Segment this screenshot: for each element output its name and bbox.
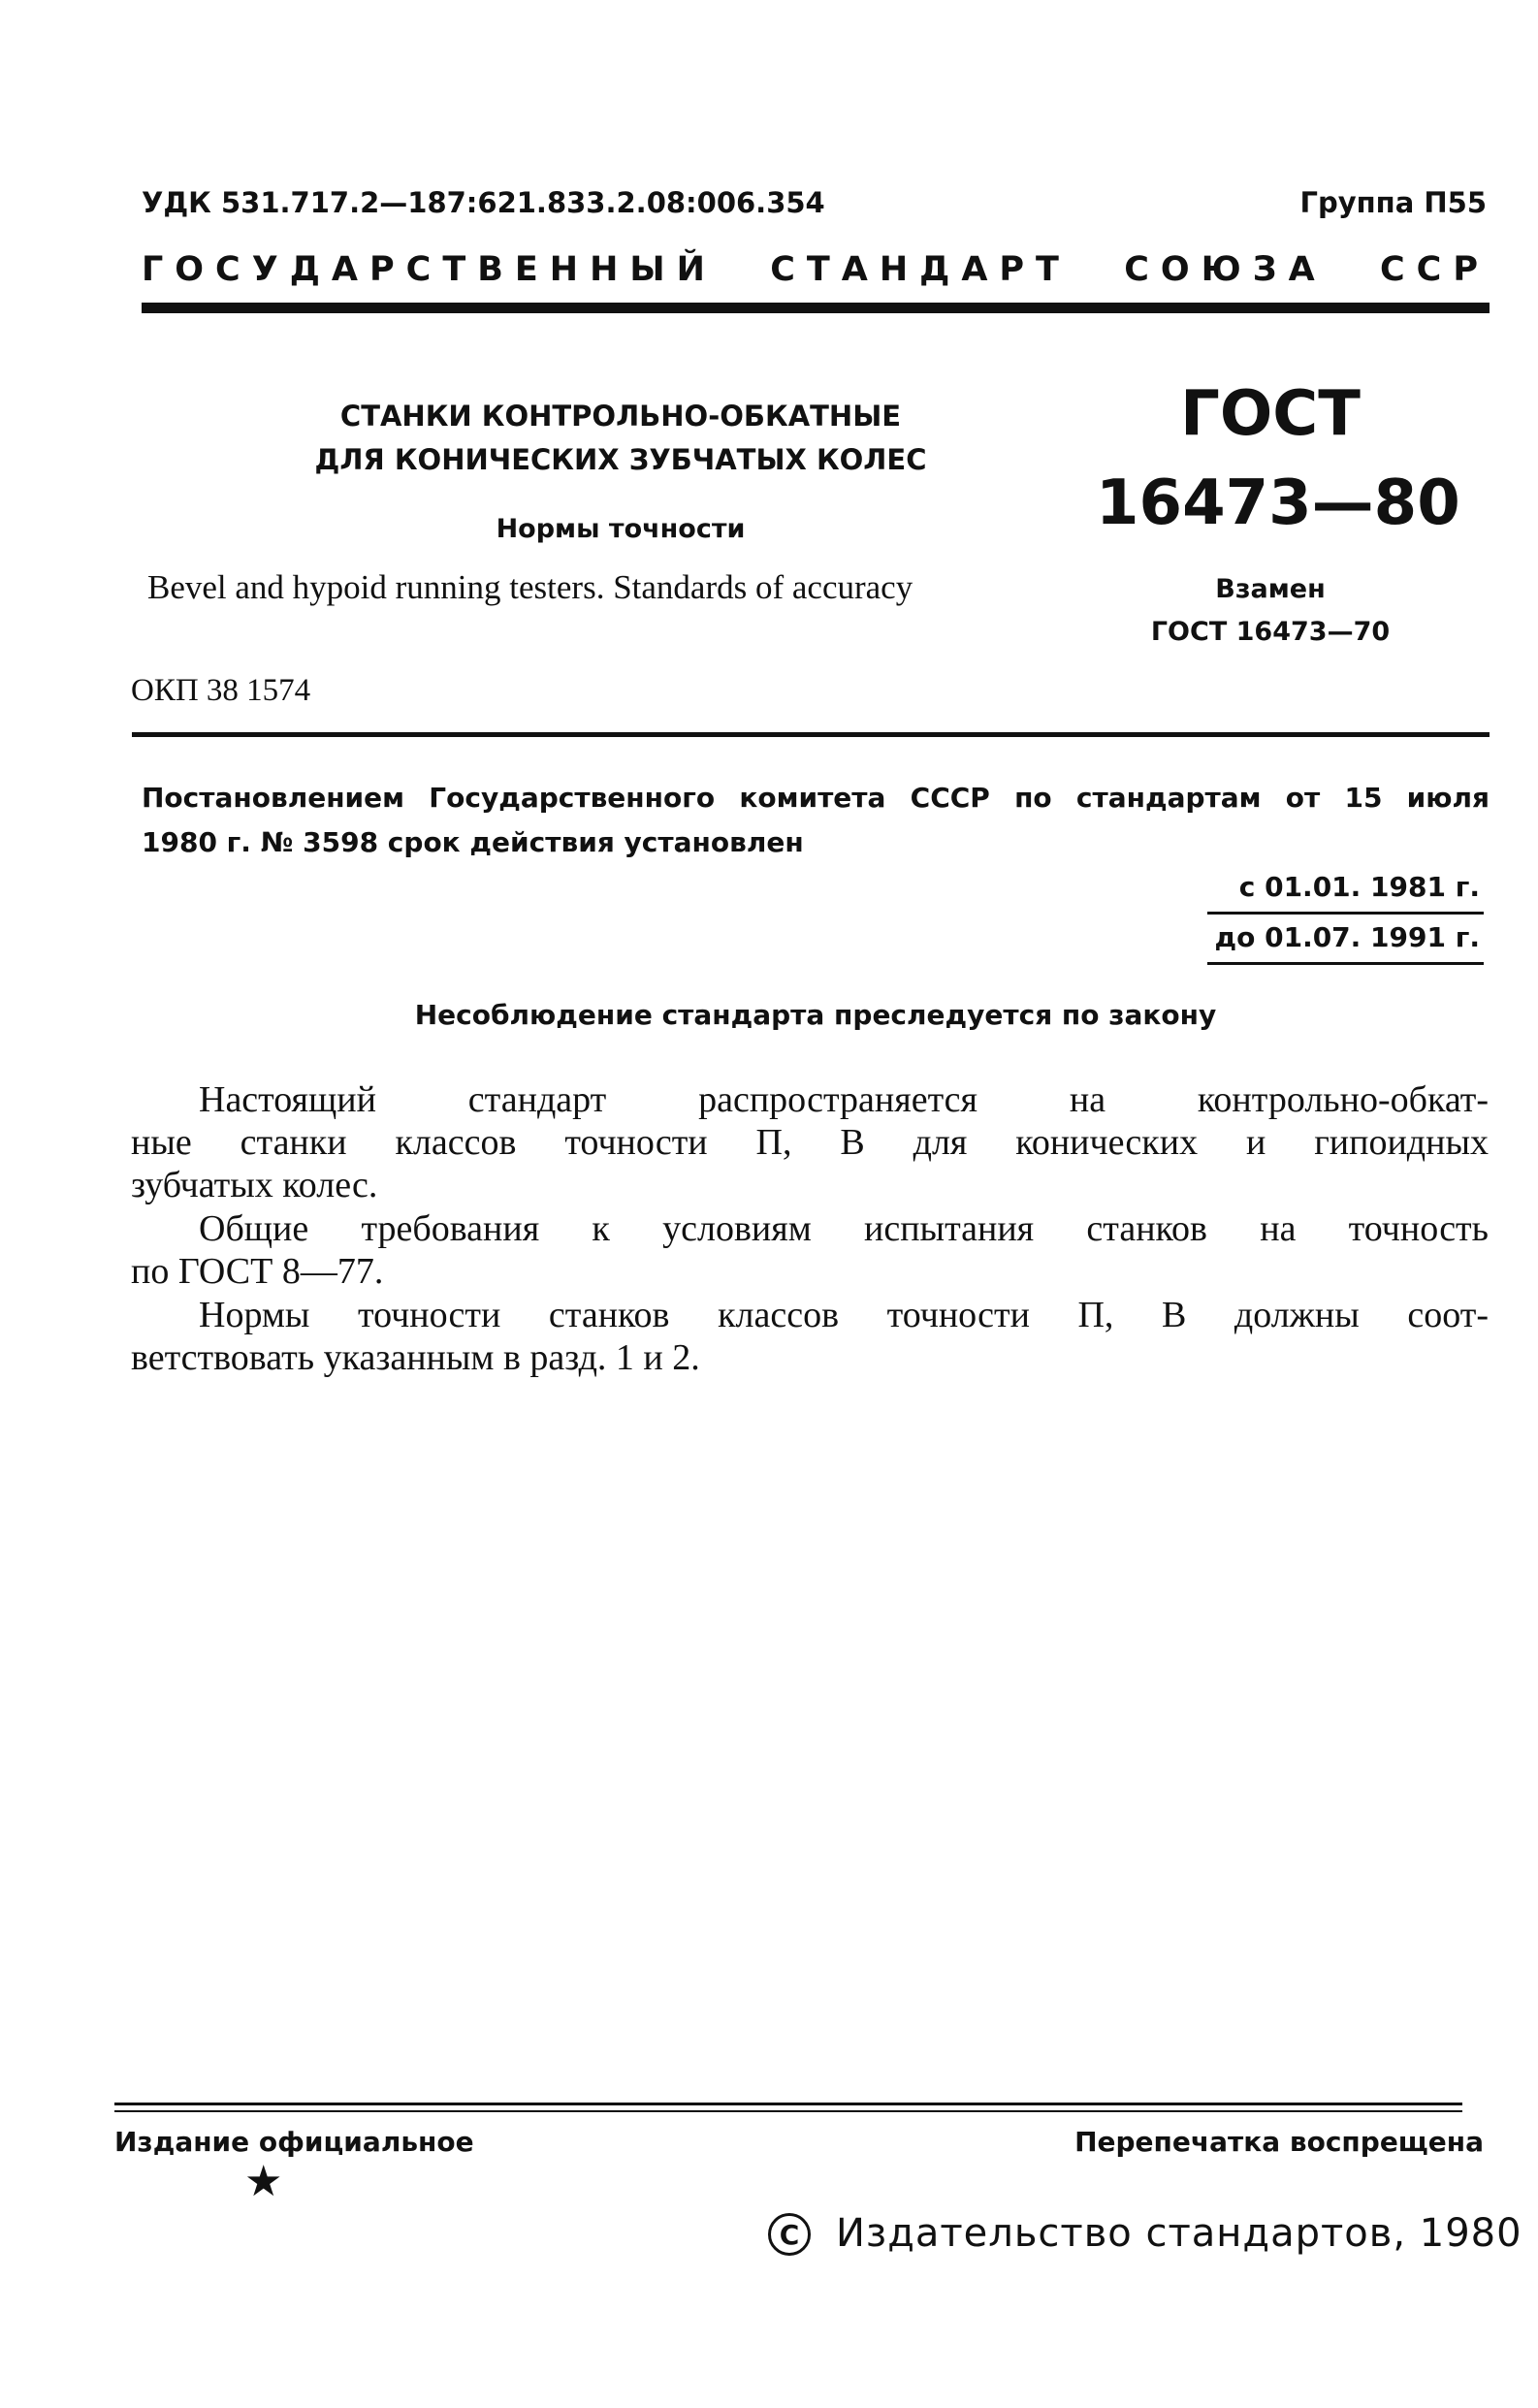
title-rule bbox=[132, 732, 1490, 737]
text-line: по ГОСТ 8—77. bbox=[131, 1251, 384, 1292]
state-standard-heading bbox=[142, 250, 1490, 289]
legal-warning: Несоблюдение стандарта преследуется по закону bbox=[414, 999, 1217, 1031]
title-line-2: ДЛЯ КОНИЧЕСКИХ ЗУБЧАТЫХ КОЛЕС bbox=[314, 443, 927, 476]
gost-label: ГОСТ bbox=[1180, 378, 1361, 450]
date-rule bbox=[1207, 912, 1484, 915]
body-paragraph-3 bbox=[131, 1294, 1489, 1379]
okp-code: ОКП 38 1574 bbox=[131, 673, 311, 708]
heading-word: СОЮЗА bbox=[1124, 250, 1327, 289]
heading-word: ССР bbox=[1379, 250, 1490, 289]
text-line: ветствовать указанным в разд. 1 и 2. bbox=[131, 1337, 700, 1378]
text-line: зубчатых колес. bbox=[131, 1165, 378, 1205]
title-line-1: СТАНКИ КОНТРОЛЬНО-ОБКАТНЫЕ bbox=[339, 400, 902, 433]
text-line: Нормы точности станков классов точности П, В должны соот- bbox=[199, 1295, 1489, 1335]
body-paragraph-2 bbox=[131, 1207, 1489, 1293]
subtitle: Нормы точности bbox=[496, 514, 746, 544]
header-rule bbox=[142, 303, 1490, 313]
copyright-icon: С bbox=[768, 2213, 811, 2256]
body-paragraph-1 bbox=[131, 1078, 1489, 1206]
reprint-prohibited: Перепечатка воспрещена bbox=[1074, 2126, 1484, 2158]
decree-line-1: Постановлением Государственного комитета СССР по стандартам от 15 июля bbox=[142, 782, 1490, 814]
heading-word: ГОСУДАРСТВЕННЫЙ bbox=[142, 250, 717, 289]
replaces-standard: ГОСТ 16473—70 bbox=[1150, 617, 1391, 647]
star-icon: ★ bbox=[244, 2158, 283, 2205]
publisher: Издательство стандартов, 1980 bbox=[836, 2211, 1522, 2256]
footer-rule bbox=[114, 2103, 1462, 2105]
text-line: ные станки классов точности П, В для конических и гипоидных bbox=[131, 1122, 1489, 1163]
replaces-label: Взамен bbox=[1215, 574, 1326, 604]
effective-from: с 01.01. 1981 г. bbox=[1238, 871, 1480, 903]
gost-number: 16473—80 bbox=[1096, 467, 1460, 539]
english-title: Bevel and hypoid running testers. Standards of accuracy bbox=[147, 568, 913, 606]
heading-word: СТАНДАРТ bbox=[770, 250, 1071, 289]
footer-rule bbox=[114, 2110, 1462, 2112]
official-edition: Издание официальное bbox=[114, 2126, 474, 2158]
decree-line-2: 1980 г. № 3598 срок действия установлен bbox=[142, 826, 804, 858]
date-rule bbox=[1207, 962, 1484, 965]
group-code: Группа П55 bbox=[1299, 186, 1487, 219]
udk-code: УДК 531.717.2—187:621.833.2.08:006.354 bbox=[142, 186, 825, 219]
effective-to: до 01.07. 1991 г. bbox=[1214, 921, 1480, 953]
text-line: Общие требования к условиям испытания станков на точность bbox=[199, 1208, 1489, 1249]
text-line: Настоящий стандарт распространяется на контрольно-обкат- bbox=[199, 1079, 1489, 1120]
